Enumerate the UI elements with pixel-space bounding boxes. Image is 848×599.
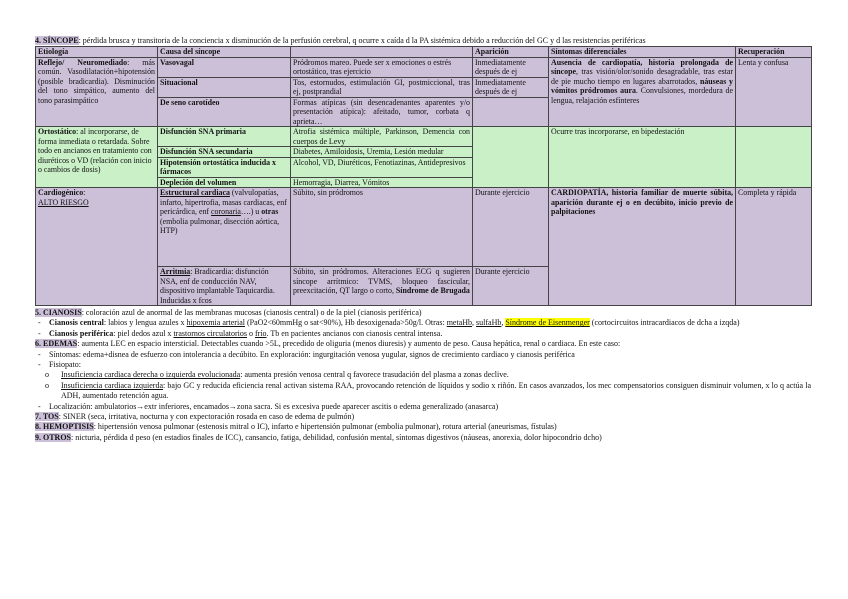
aparicion-cell [473,97,549,126]
causa-cell: Depleción del volumen [158,177,291,187]
desc-cell: Alcohol, VD, Diuréticos, Fenotiazinas, Antidepresivos [291,157,473,177]
section-number: 4. SÍNCOPE [35,36,79,45]
header-aparicion: Aparición [473,47,549,57]
desc-cell: Hemorragia, Diarrea, Vómitos [291,177,473,187]
sintomas-reflejo: Ausencia de cardiopatía, historia prolongada de síncope, tras visión/olor/sonido desagradable, tras estar de pie mucho tiempo en lugares abarrotados, náuseas y vómitos pródromos aura. Convulsiones, mordedura de lengua, relajación esfínteres [549,57,736,126]
aparicion-cell: Durante ejercicio [473,188,549,267]
edemas-ic-izq-item: o Insuficiencia cardiaca izquierda: bajo GC y reducida eficiencia renal activan sistema RAA, provocando retención de líquidos y sodio x riñón. En casos avanzados, los mec compensatorios consiguen disminuir volumen, x lo q actúa la ADH, aumentado retención agua. [35,381,811,402]
table-header-row [36,47,812,57]
causa-cell: Situacional [158,77,291,97]
causa-cell: De seno carotídeo [158,97,291,126]
document-page [35,36,811,443]
desc-cell: Formas atípicas (sin desencadenantes aparentes y/o presentación atípica): afeitado, tumor, corbata q aprieta… [291,97,473,126]
otros-heading: 9. OTROS: nicturia, pérdida d peso (en estadios finales de ICC), cansancio, fatiga, debilidad, confusión mental, síntomas digestivos (náuseas, anorexia, dolor hipocondrio dcho) [35,432,602,442]
desc-cell: Diabetes, Amiloidosis, Uremia, Lesión medular [291,147,473,157]
tos-heading: 7. TOS: SINER (seca, irritativa, nocturna y con expectoración rosada en caso de edema de pulmón) [35,411,355,421]
header-causa: Causa del síncope [158,47,291,57]
table-row [36,127,812,147]
cianosis-central-item: - Cianosis central: labios y lengua azules x hipoxemia arterial (PaO2<60mmHg o sat<90%), Hb desoxigenada>50g/l. Otras: metaHb, sulfaHb, Síndrome de Eisenmenger (cortocircuitos intracardiacos de dcha a izqda) [35,318,811,328]
recuperacion-reflejo: Lenta y confusa [736,57,812,126]
header-recuperacion: Recuperación [736,47,812,57]
edemas-fisiopato-item: - Fisiopato: [35,360,811,370]
hemoptisis-heading: 8. HEMOPTISIS: hipertensión venosa pulmonar (estenosis mitral o IC), infarto e hipertensión pulmonar (embolia pulmonar), rotura arterial (aneurismas, fístulas) [35,422,557,432]
causa-cell: Vasovagal [158,57,291,77]
notes-section [35,308,811,443]
desc-cell: Tos, estornudos, estimulación GI, postmiccional, tras ej, postprandial [291,77,473,97]
etiologia-reflejo: Reflejo/ Neuromediado: más común. Vasodilatación+hipotensión (posible bradicardia). Disminución del tono simpático, aumento del tono parasimpático [36,57,158,126]
section-text: : pérdida brusca y transitoria de la conciencia x disminución de la perfusión cerebral, q ocurre x caída d la PA sistémica debido a reducción del GC y d las resistencias periféricas [78,36,646,45]
table-row [36,188,812,267]
sintomas-ortostatico: Ocurre tras incorporarse, en bipedestación [549,127,736,188]
aparicion-cell: Inmediatamente después de ej [473,77,549,97]
sintomas-cardiogenico: CARDIOPATÍA, historia familiar de muerte súbita, aparición durante ej o en decúbito, inicio previo de palpitaciones [549,188,736,306]
recuperacion-cardiogenico: Completa y rápida [736,188,812,306]
edemas-sintomas-item: - Síntomas: edema+disnea de esfuerzo con intolerancia a decúbito. En exploración: ingurgitación venosa yugular, signos de crecimiento cardiaco y cianosis periférica [35,350,811,360]
cianosis-heading: 5. CIANOSIS: coloración azul de anormal de las membranas mucosas (cianosis central) o de la piel (cianosis periférica) [35,308,422,318]
cianosis-periferica-item: - Cianosis periférica: piel dedos azul x trastornos circulatorios o frío. Tb en pacientes ancianos con cianosis central intensa. [35,329,811,339]
edemas-localizacion-item: - Localización: ambulatorios→extr inferiores, encamados→zona sacra. Si es excesiva puede aparecer ascitis o edema generalizado (anasarca) [35,402,811,412]
desc-cell: Súbito, sin pródromos. Alteraciones ECG q sugieren síncope arrítmico: TVMS, bloqueo fascicular, preexcitación, QT largo o corto, Síndrome de Brugada [291,267,473,306]
sincope-title [35,36,811,45]
causa-cell: Disfunción SNA secundaria [158,147,291,157]
alto-riesgo-label: ALTO RIESGO [38,197,89,207]
etiologia-ortostatico: Ortostático: al incorporarse, de forma inmediata o retardada. Sobre todo en ancianos en tratamiento con diuréticos o VD (relación con inicio o cambios de dosis) [36,127,158,188]
aparicion-cell: Inmediatamente después de ej [473,57,549,77]
header-desc [291,47,473,57]
table-row [36,57,812,77]
aparicion-cell: Durante ejercicio [473,267,549,306]
causa-cell: Arritmia: Bradicardia: disfunción NSA, enf de conducción NAV, dispositivo implantable Taquicardia. Inducidas x fcos [158,267,291,306]
edemas-ic-dcha-item: o Insuficiencia cardiaca derecha o izquierda evolucionada: aumenta presión venosa central q favorece trasudación del plasma a zonas declive. [35,370,811,380]
desc-cell: Súbito, sin pródromos [291,188,473,267]
header-etiologia: Etiología [36,47,158,57]
causa-cell: Disfunción SNA primaria [158,127,291,147]
header-sintomas: Síntomas diferenciales [549,47,736,57]
edemas-heading: 6. EDEMAS: aumenta LEC en espacio intersticial. Detectables cuando >5L, precedido de oliguria (menos diuresis) y aumento de peso. Causa hepática, renal o cardiaca. En este caso: [35,339,621,349]
etiologia-cardiogenico: Cardiogénico: ALTO RIESGO [36,188,158,306]
sincope-table [35,46,812,306]
causa-cell: Estructural cardiaca (valvulopatías, infarto, hipertrofia, masas cardiacas, enf pericárdica, enf coronaria….) u otras (embolia pulmonar, disección aórtica, HTP) [158,188,291,267]
aparicion-cell [473,127,549,188]
recuperacion-ortostatico [736,127,812,188]
desc-cell: Pródromos mareo. Puede ser x emociones o estrés ortostático, tras ejercicio [291,57,473,77]
causa-cell: Hipotensión ortostática inducida x fármacos [158,157,291,177]
desc-cell: Atrofia sistémica múltiple, Parkinson, Demencia con cuerpos de Levy [291,127,473,147]
